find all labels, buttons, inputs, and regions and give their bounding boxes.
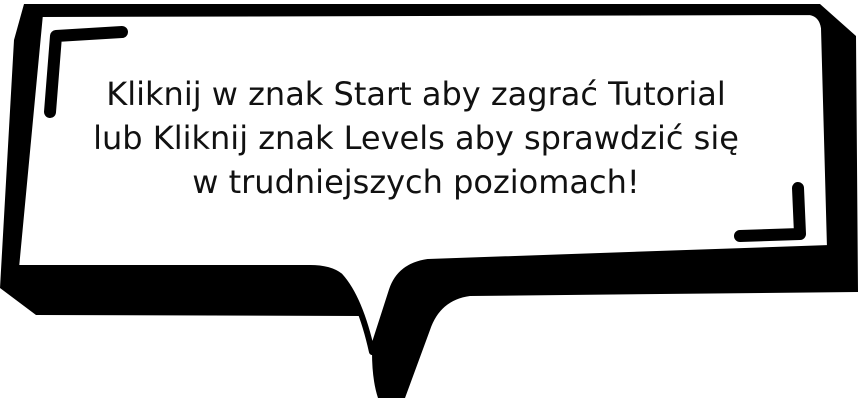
tutorial-message [40, 72, 792, 204]
message-line: Kliknij w znak Start aby zagrać Tutorial [106, 75, 726, 113]
message-line: lub Kliknij znak Levels aby sprawdzić się [93, 119, 739, 157]
message-line: w trudniejszych poziomach! [192, 163, 640, 201]
